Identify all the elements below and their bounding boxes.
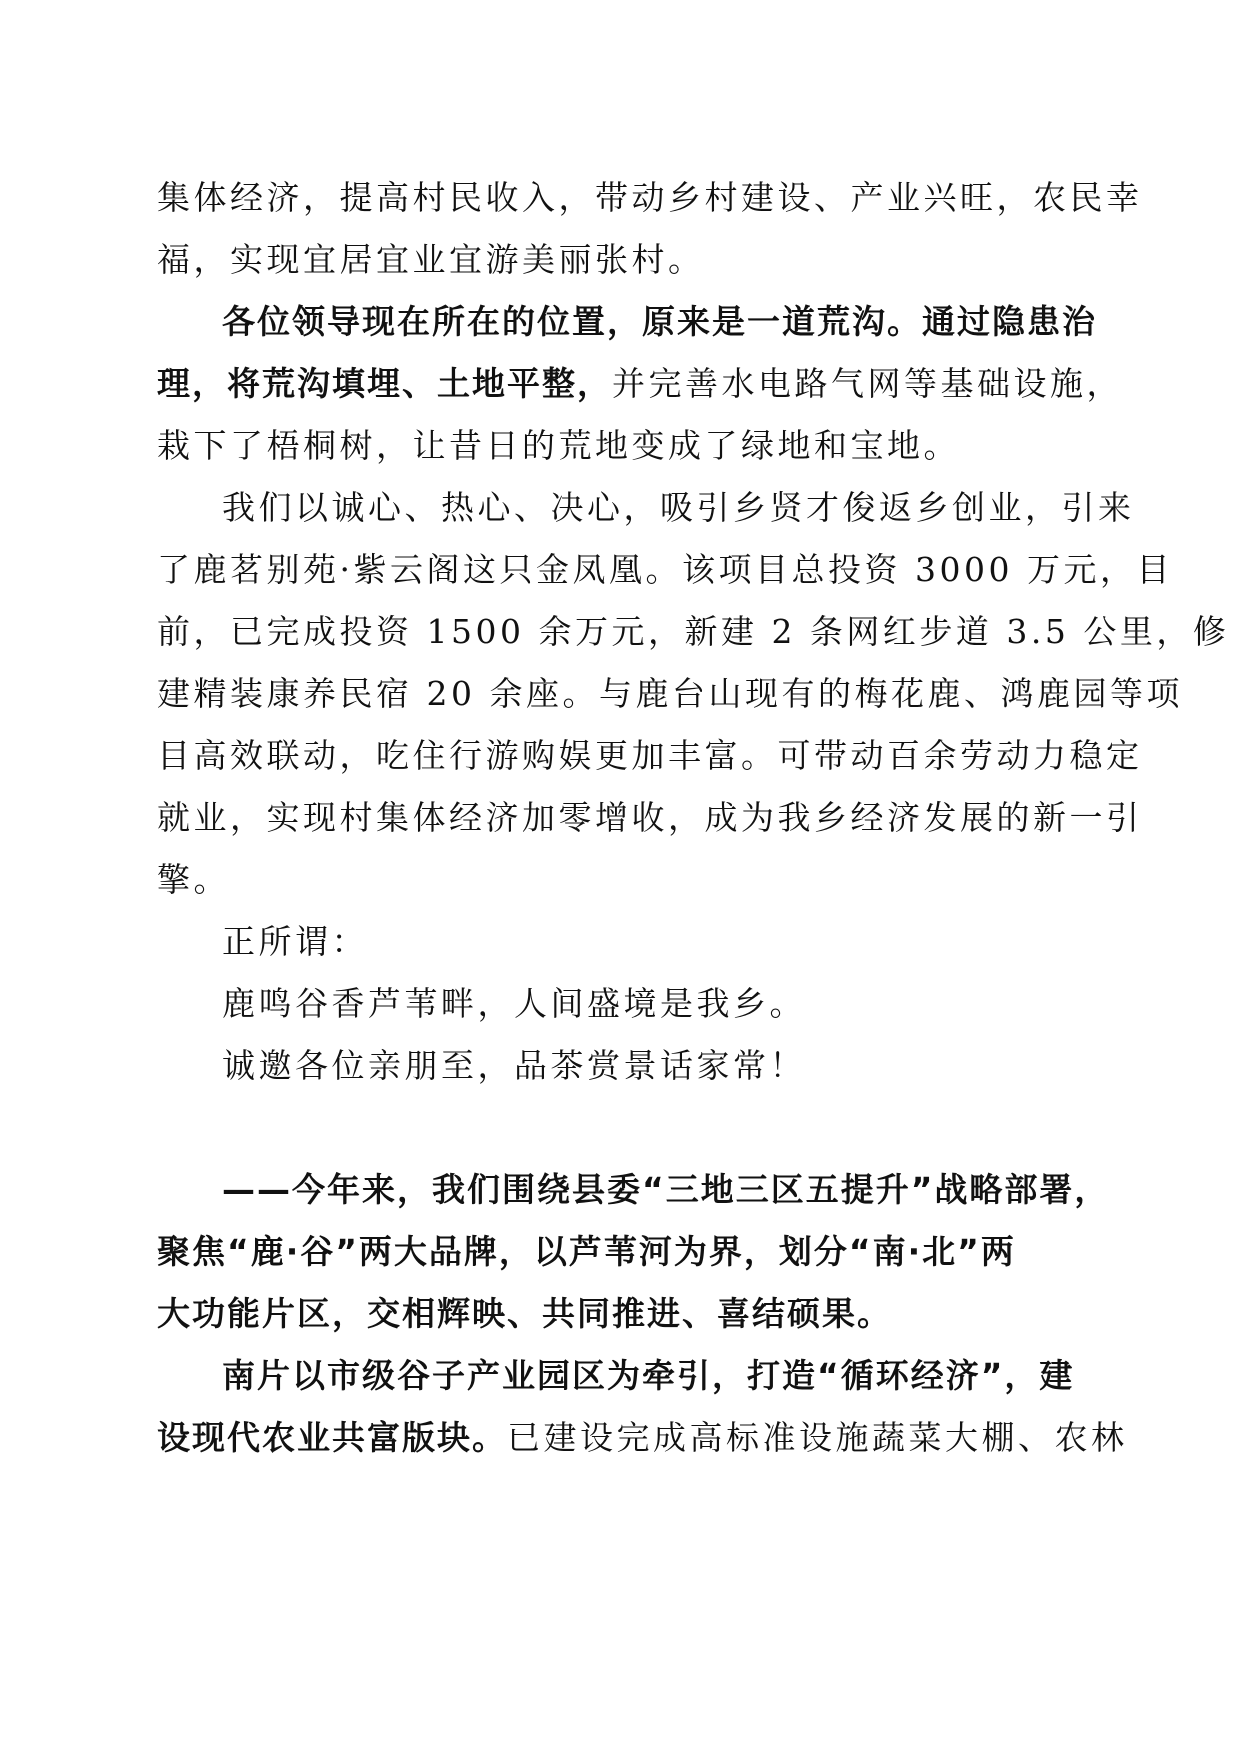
paragraph-line <box>222 920 1152 964</box>
paragraph-line-bold <box>157 1292 1087 1336</box>
text-run: 擎。 <box>157 860 230 899</box>
paragraph-line <box>157 548 1173 592</box>
paragraph-line-bold <box>222 1354 1152 1398</box>
text-run: 目高效联动，吃住行游购娱更加丰富。可带动百余劳动力稳定 <box>157 736 1143 775</box>
text-run: 诚邀各位亲朋至，品茶赏景话家常！ <box>222 1046 806 1085</box>
paragraph-line <box>157 424 1087 468</box>
text-run: 聚焦“鹿·谷”两大品牌，以芦苇河为界，划分“南·北”两 <box>157 1232 1016 1271</box>
text-run: 前，已完成投资 1500 余万元，新建 2 条网红步道 3.5 公里，修 <box>157 612 1230 651</box>
paragraph-line <box>157 1416 1128 1460</box>
paragraph-line <box>157 238 1087 282</box>
text-run: 栽下了梧桐树，让昔日的荒地变成了绿地和宝地。 <box>157 426 960 465</box>
paragraph-line-bold <box>222 1168 1152 1212</box>
paragraph-line-bold <box>157 1230 1087 1274</box>
paragraph-line <box>157 858 1087 902</box>
text-run: 福，实现宜居宜业宜游美丽张村。 <box>157 240 705 279</box>
text-run: ——今年来，我们围绕县委“三地三区五提升”战略部署， <box>222 1170 1110 1209</box>
text-run-bold: 设现代农业共富版块。 <box>157 1418 507 1457</box>
text-run-bold: 理，将荒沟填埋、土地平整， <box>157 364 612 403</box>
paragraph-line <box>157 734 1143 778</box>
poem-line <box>222 982 1152 1026</box>
text-run: 各位领导现在所在的位置，原来是一道荒沟。通过隐患治 <box>222 302 1097 341</box>
paragraph-line-bold <box>222 300 1152 344</box>
paragraph-line <box>157 672 1183 716</box>
text-run: 大功能片区，交相辉映、共同推进、喜结硕果。 <box>157 1294 892 1333</box>
paragraph-line <box>157 796 1143 840</box>
text-run: 鹿鸣谷香芦苇畔，人间盛境是我乡。 <box>222 984 806 1023</box>
text-run: 了鹿茗别苑·紫云阁这只金凤凰。该项目总投资 3000 万元，目 <box>157 550 1173 589</box>
paragraph-line <box>157 610 1230 654</box>
text-run: 并完善水电路气网等基础设施， <box>612 364 1123 403</box>
text-run: 南片以市级谷子产业园区为牵引，打造“循环经济”，建 <box>222 1356 1075 1395</box>
text-run: 已建设完成高标准设施蔬菜大棚、农林 <box>507 1418 1128 1457</box>
paragraph-line <box>222 486 1152 530</box>
text-run: 建精装康养民宿 20 余座。与鹿台山现有的梅花鹿、鸿鹿园等项 <box>157 674 1183 713</box>
text-run: 正所谓： <box>222 922 368 961</box>
text-run: 我们以诚心、热心、决心，吸引乡贤才俊返乡创业，引来 <box>222 488 1135 527</box>
paragraph-line <box>157 362 1123 406</box>
paragraph-line <box>157 176 1143 220</box>
text-run: 就业，实现村集体经济加零增收，成为我乡经济发展的新一引 <box>157 798 1143 837</box>
text-run: 集体经济，提高村民收入，带动乡村建设、产业兴旺，农民幸 <box>157 178 1143 217</box>
poem-line <box>222 1044 1152 1088</box>
